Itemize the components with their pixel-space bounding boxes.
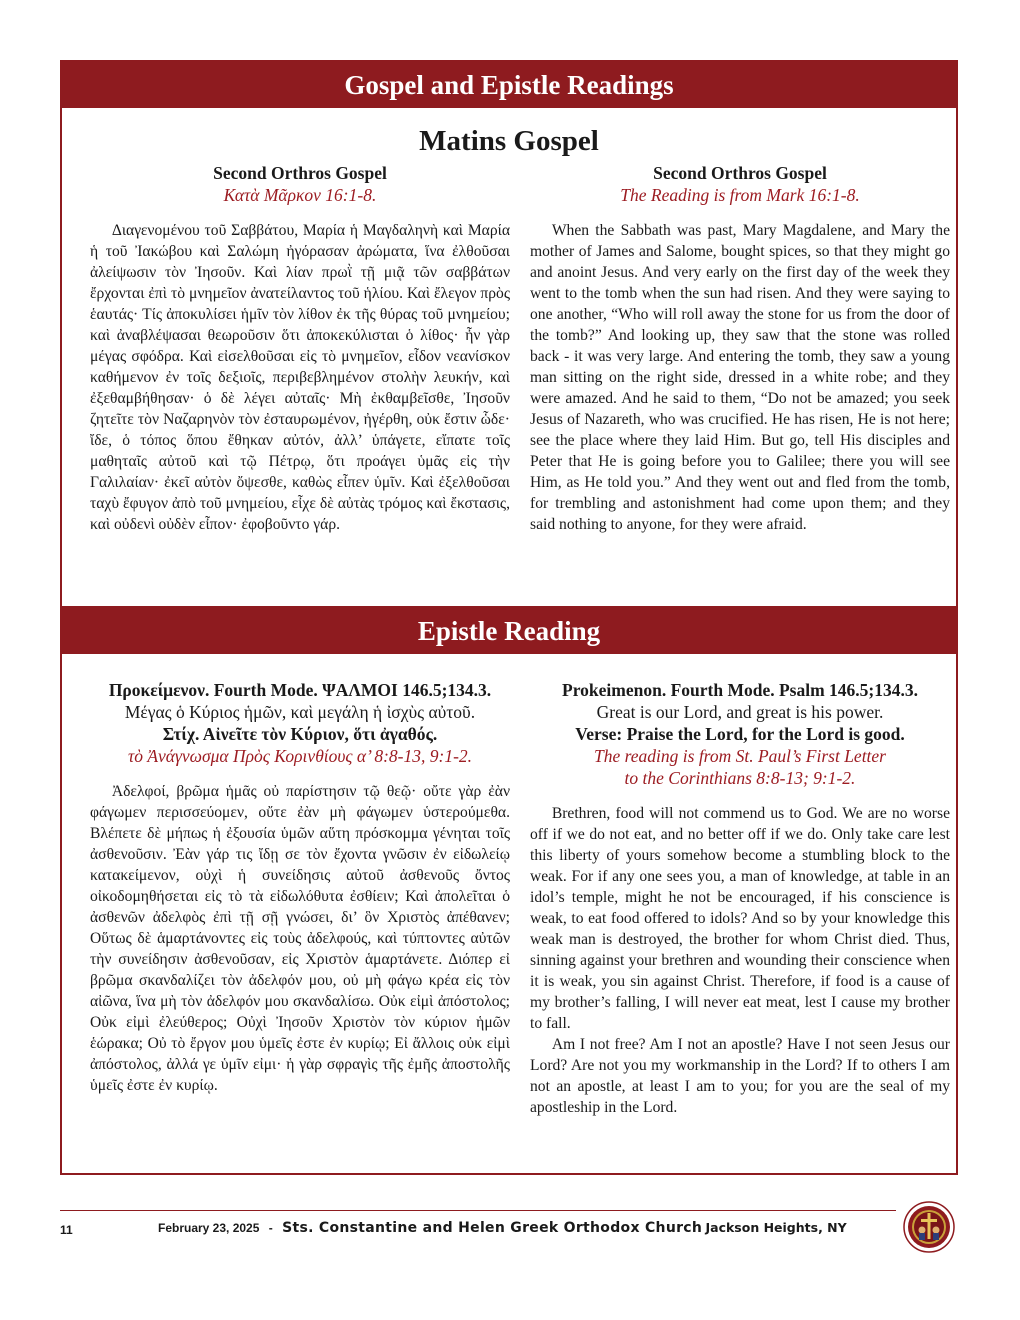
prokeimenon-english-line: Great is our Lord, and great is his power. — [596, 702, 884, 722]
epistle-english-text-1: Brethren, food will not commend us to God. We are no worse off if we do not eat, and no better off if we do. Only take care lest this liberty of yours somehow become a stumbling block to the weak. For if any one sees you, a man of knowledge, at table in an idol’s temple, might he not be encouraged, if his conscience is weak, to eat food offered to idols? And so by your knowledge this weak man is destroyed, the brother for whom Christ died. Thus, sinning against your brethren and wounding their conscience when it is weak, you sin against Christ. Therefore, if food is a cause of my brother’s falling, I will never eat meat, lest I cause my brother to fall. — [530, 805, 950, 1032]
section-banner-epistle: Epistle Reading — [62, 608, 956, 654]
prokeimenon-english: Prokeimenon. Fourth Mode. Psalm 146.5;134.3. — [562, 680, 918, 700]
footer-date: February 23, 2025 — [158, 1221, 260, 1235]
gospel-english-reference: The Reading is from Mark 16:1-8. — [620, 185, 860, 205]
verse-greek: Στίχ. Αἰνεῖτε τὸν Κύριον, ὅτι ἀγαθός. — [162, 724, 438, 744]
matins-gospel-title: Matins Gospel — [419, 125, 599, 157]
church-seal-icon — [903, 1201, 955, 1253]
epistle-english-reference-1: The reading is from St. Paul’s First Letter — [593, 746, 886, 766]
epistle-english-reference-2: to the Corinthians 8:8-13; 9:1-2. — [624, 768, 856, 788]
page-number: 11 — [60, 1223, 73, 1237]
epistle-greek-reference: τὸ Ἀνάγνωσμα Πρὸς Κορινθίους α’ 8:8-13, 9:1-2. — [127, 746, 473, 766]
footer-separator: - — [268, 1221, 273, 1235]
gospel-section — [60, 60, 958, 608]
epistle-english-column — [530, 679, 950, 1118]
footer-text — [158, 1220, 847, 1236]
gospel-greek-reference: Κατὰ Μᾶρκον 16:1-8. — [223, 185, 377, 205]
epistle-english-text-2: Am I not free? Am I not an apostle? Have I not seen Jesus our Lord? Are not you my workmanship in the Lord? If to others I am not an apostle, at least I am to you; for you are the seal of my apostleship in the Lord. — [530, 1036, 950, 1116]
section-banner-gospel-epistle: Gospel and Epistle Readings — [62, 62, 956, 108]
gospel-english-heading: Second Orthros Gospel — [653, 163, 827, 183]
gospel-greek-column — [90, 162, 510, 535]
footer-location: Jackson Heights, NY — [705, 1220, 847, 1235]
gospel-greek-text: Διαγενομένου τοῦ Σαββάτου, Μαρία ἡ Μαγδαληνὴ καὶ Μαρία ἡ τοῦ Ἰακώβου καὶ Σαλώμη ἠγόρασαν ἀρώματα, ἵνα ἐλθοῦσαι ἀλείψωσιν τὸν Ἰησοῦν. Καὶ λίαν πρωῒ τῇ μιᾷ τῶν σαββάτων ἔρχονται ἐπὶ τὸ μνημεῖον ἀνατείλαντος τοῦ ἡλίου. Καὶ ἔλεγον πρὸς ἑαυτάς· Τίς ἀποκυλίσει ἡμῖν τὸν λίθον ἐκ τῆς θύρας τοῦ μνημείου; καὶ ἀναβλέψασαι θεωροῦσιν ὅτι ἀποκεκύλισται ὁ λίθος· ἦν γὰρ μέγας σφόδρα. Καὶ εἰσελθοῦσαι εἰς τὸ μνημεῖον, εἶδον νεανίσκον καθήμενον ἐν τοῖς δεξιοῖς, περιβεβλημένον στολὴν λευκήν, καὶ ἐξεθαμβήθησαν· ὁ δὲ λέγει αὐταῖς· Μὴ ἐκθαμβεῖσθε, Ἰησοῦν ζητεῖτε τὸν Ναζαρηνὸν τὸν ἐσταυρωμένον, ἠγέρθη, οὐκ ἔστιν ὧδε· ἴδε, ὁ τόπος ὅπου ἔθηκαν αὐτόν, ἀλλ’ ὑπάγετε, εἴπατε τοῖς μαθηταῖς αὐτοῦ καὶ τῷ Πέτρῳ, ὅτι προάγει ὑμᾶς εἰς τὴν Γαλιλαίαν· ἐκεῖ αὐτὸν ὄψεσθε, καθὼς εἶπεν ὑμῖν. Καὶ ἐξελθοῦσαι ταχὺ ἔφυγον ἀπὸ τοῦ μνημείου, εἶχε δὲ αὐτὰς τρόμος καὶ ἔκστασις, καὶ οὐδενὶ οὐδὲν εἶπον· ἐφοβοῦντο γάρ. — [90, 222, 510, 533]
prokeimenon-greek-line: Μέγας ὁ Κύριος ἡμῶν, καὶ μεγάλη ἡ ἰσχὺς αὐτοῦ. — [124, 702, 476, 722]
footer-divider — [60, 1210, 896, 1211]
gospel-english-text: When the Sabbath was past, Mary Magdalene, and Mary the mother of James and Salome, bought spices, so that they might go and anoint Jesus. And very early on the first day of the week they went to the tomb when the sun had risen. And they were saying to one another, “Who will roll away the stone for us from the door of the tomb?” And looking up, they saw that the stone was rolled back - it was very large. And entering the tomb, they saw a young man sitting on the right side, dressed in a white robe; and they were amazed. And he said to them, “Do not be amazed; you seek Jesus of Nazareth, who was crucified. He has risen, He is not here; see the place where they laid Him. But go, tell His disciples and Peter that He is going before you to Galilee; there you will see Him, as He told you.” And they went out and fled from the tomb, for trembling and astonishment had come upon them; and they said nothing to anyone, for they were afraid. — [530, 222, 950, 533]
footer-church-name: Sts. Constantine and Helen Greek Orthodox Church — [282, 1220, 703, 1236]
epistle-greek-text: Ἀδελφοί, βρῶμα ἡμᾶς οὐ παρίστησιν τῷ θεῷ· οὔτε γὰρ ἐὰν φάγωμεν περισσεύομεν, οὔτε ἐὰν μὴ φάγωμεν ὑστερούμεθα. Βλέπετε δὲ μήπως ἡ ἐξουσία ὑμῶν αὕτη πρόσκομμα γένηται τοῖς ἀσθενοῦσιν. Ἐὰν γάρ τις ἴδῃ σε τὸν ἔχοντα γνῶσιν ἐν εἰδωλείῳ κατακείμενον, οὐχὶ ἡ συνείδησις αὐτοῦ ἀσθενοῦς ὄντος οἰκοδομηθήσεται εἰς τὸ τὰ εἰδωλόθυτα ἐσθίειν; Καὶ ἀπολεῖται ὁ ἀσθενῶν ἀδελφὸς ἐπὶ τῇ σῇ γνώσει, δι’ ὃν Χριστὸς ἀπέθανεν; Οὕτως δὲ ἁμαρτάνοντες εἰς τοὺς ἀδελφούς, καὶ τύπτοντες αὐτῶν τὴν συνείδησιν ἀσθενοῦσαν, εἰς Χριστὸν ἁμαρτάνετε. Διόπερ εἰ βρῶμα σκανδαλίζει τὸν ἀδελφόν μου, οὐ μὴ φάγω κρέα εἰς τὸν αἰῶνα, ἵνα μὴ τὸν ἀδελφόν μου σκανδαλίσω. Οὐκ εἰμὶ ἀπόστολος; Οὐκ εἰμὶ ἐλεύθερος; Οὐχὶ Ἰησοῦν Χριστὸν τὸν κύριον ἡμῶν ἑώρακα; Οὐ τὸ ἔργον μου ὑμεῖς ἐστε ἐν κυρίῳ; Εἰ ἄλλοις οὐκ εἰμὶ ἀπόστολος, ἀλλά γε ὑμῖν εἰμι· ἡ γὰρ σφραγὶς τῆς ἐμῆς ἀποστολῆς ὑμεῖς ἐστε ἐν κυρίῳ. — [90, 783, 510, 1094]
verse-english: Verse: Praise the Lord, for the Lord is good. — [575, 724, 905, 744]
gospel-greek-heading: Second Orthros Gospel — [213, 163, 387, 183]
epistle-greek-column — [90, 679, 510, 1096]
epistle-section — [60, 606, 958, 1175]
gospel-english-column — [530, 162, 950, 535]
prokeimenon-greek: Προκείμενον. Fourth Mode. ΨΑΛΜΟΙ 146.5;134.3. — [108, 680, 492, 700]
